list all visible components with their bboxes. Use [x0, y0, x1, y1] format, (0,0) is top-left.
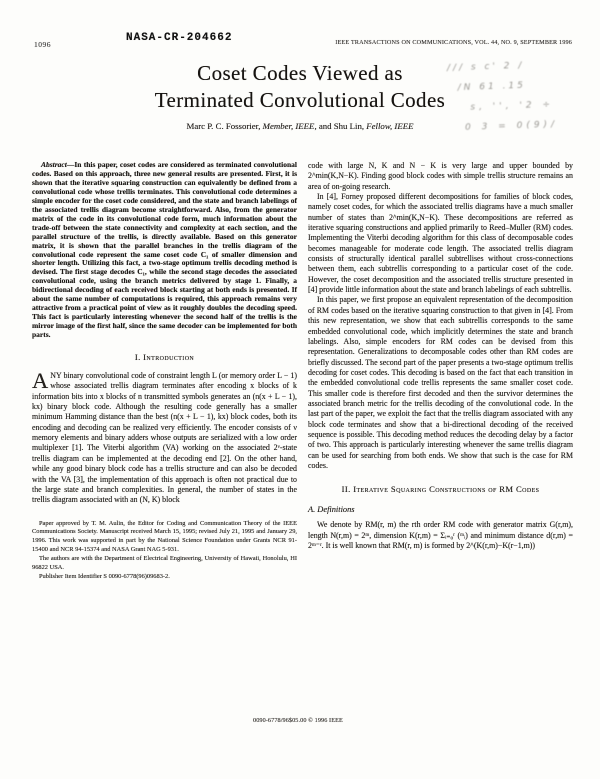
subsection-heading-definitions: A. Definitions [308, 505, 355, 515]
handwritten-annotation-line: s, '', '2 ÷ [470, 99, 555, 113]
copyright-line: 0090-6778/96$05.00 © 1996 IEEE [253, 717, 343, 724]
handwritten-annotation-line: /// s c' 2 / [446, 60, 525, 74]
paper-title-line1: Coset Codes Viewed as [197, 61, 403, 85]
author-membership-1: Member, IEEE [262, 121, 315, 131]
body-paragraph-contributions: In this paper, we first propose an equivalent representation of the decomposition of RM codes based on the iterative squaring construction to that given in [4]. From this new representation, we show that each subtrellis corresponds to the same embedded convolutional code, which implicitly determines the state and branch labelings. Also, simple encoders for RM codes can be devised from this representation. Generalizations to decomposable codes other than RM codes are briefly discussed. The second part of the paper presents a two-stage optimum trellis decoding for coset codes. This decoding is based on the fact that each transition in the embedded convolutional code trellis represents the same smaller coset code. This smaller code is therefore first decoded and then the survivor determines the associated branch metric for the trellis decoding of the convolutional code. In the last part of the paper, we exploit the fact that the trellis diagram associated with any block code terminates and show that a bi-directional decoding of the received sequence is possible. This decoding method reduces the decoding delay by a factor of two. This approach is particularly interesting whenever the same trellis diagram can be used for searching from both ends. We show that such is the case for RM codes. [308, 295, 573, 470]
introduction-text: NY binary convolutional code of constraint length L (or memory order L − 1) whose associated trellis diagram terminates after encoding x blocks of k information bits into x blocks of n transmitted symbols generates an (n(x + L − 1), kx) binary block code. Although the resulting code generally has a smaller minimum Hamming distance than the best (n(x + L − 1), kx) block codes, both its encoding and decoding can be realized very efficiently. The encoder consists of ν memory elements and binary adders whose outputs are serialized with a low order multiplexer [1]. The Viterbi algorithm (VA) working on the associated 2ᵛ-state trellis diagram can be implemented at the decoding end [2]. On the other hand, while any good binary block code has a trellis structure and can also be decoded with the VA [3], the implementation of this approach is often not practical due to the large state and branch complexities. In general, the number of states in the trellis diagram associated with an (N, K) block [32, 371, 297, 505]
first-page-footnote [32, 520, 297, 582]
left-column [32, 161, 297, 581]
author-membership-2: Fellow, IEEE [366, 121, 414, 131]
section-heading-squaring: II. Iterative Squaring Constructions of RM Codes [341, 484, 540, 495]
handwritten-annotation [447, 54, 590, 139]
page-number: 1096 [34, 40, 51, 49]
drop-cap: A [32, 368, 49, 394]
handwritten-annotation-line: /N 61 .15 [457, 80, 527, 94]
nasa-report-stamp: NASA-CR-204662 [126, 32, 233, 44]
paper-title-line2: Terminated Convolutional Codes [154, 88, 446, 112]
section-heading-introduction: I. Introduction [134, 352, 195, 363]
author-name-2: , and Shu Lin, [314, 121, 367, 131]
journal-header: IEEE TRANSACTIONS ON COMMUNICATIONS, VOL. 44, NO. 9, SEPTEMBER 1996 [335, 39, 572, 46]
footnote-approval: Paper approved by T. M. Aulin, the Editor for Coding and Communication Theory of the IEEE Communications Society. Manuscript received March 15, 1995; revised July 21, 1995 and January 29, 1996. This work was supported in part by the National Science Foundation under Grants NCR 91-15400 and NCR 94-15374 and NASA Grant NAG 5-931. [32, 519, 297, 554]
handwritten-annotation-line: 0 3 = 0(9)/ [464, 119, 559, 133]
definitions-paragraph: We denote by RM(r, m) the rth order RM code with generator matrix G(r,m), length N(r,m) = 2ᵐ, dimension K(r,m) = Σᵢ₌₀ʳ (ᵐᵢ) and minimum distance d(r,m) = 2ᵐ⁻ʳ. It is well known that RM(r, m) is formed by 2^(K(r,m)−K(r−1,m)) [308, 520, 573, 550]
two-column-body [32, 161, 573, 581]
author-name-1: Marc P. C. Fossorier, [186, 121, 263, 131]
body-paragraph-continuation: code with large N, K and N − K is very large and upper bounded by 2^min(K,N−K). Finding good block codes with simple trellis structure remains an area of on-going research. [308, 161, 573, 191]
abstract-text: In this paper, coset codes are considered as terminated convolutional codes. Based on this approach, three new general results are presented. First, it is shown that the iterative squaring construction can equivalently be defined from a convolutional code whose trellis terminates. This convolutional code determines a simple encoder for the coset code considered, and the state and branch labelings of the associated trellis diagram become straightforward. Also, from the generator matrix of the code in its convolutional code form, much information about the trade-off between the state connectivity and complexity at each section, and the parallel structure of the trellis, is directly available. Based on this generator matrix, it is shown that the parallel branches in the trellis diagram of the convolutional code represent the same coset code C₁ of smaller dimension and shorter length. Utilizing this fact, a two-stage optimum trellis decoding method is devised. The first stage decodes C₁, while the second stage decodes the associated convolutional code, using the branch metrics delivered by stage 1. Finally, a bidirectional decoding of each received block starting at both ends is presented. If about the same number of computations is required, this approach remains very attractive from a practical point of view as it roughly doubles the decoding speed. This fact is particularly interesting whenever the second half of the trellis is the mirror image of the first half, since the same decoder can be implemented for both parts. [32, 160, 297, 340]
right-column [308, 161, 573, 581]
abstract-label: Abstract— [41, 160, 75, 169]
introduction-paragraph [32, 368, 297, 505]
footnote-affiliation: The authors are with the Department of Electrical Engineering, University of Hawaii, Honolulu, HI 96822 USA. [32, 554, 297, 571]
body-paragraph-forney: In [4], Forney proposed different decompositions for families of block codes, namely coset codes, for which the associated trellis diagrams have a much smaller number of states than 2^min(K,N−K). These decompositions are referred as iterative squaring constructions and applied primarily to Reed–Muller (RM) codes. Implementing the Viterbi decoding algorithm for this class of decomposable codes becomes manageable for moderate code length. The associated trellis diagram consists of structurally identical parallel subtrellises without cross-connections between them, each subtrellis corresponding to a particular coset of the code. However, the coset decomposition and the associated trellis structure presented in [4] provide little information about the state and branch labelings of each subtrellis. [308, 192, 573, 295]
abstract-paragraph [32, 161, 297, 340]
footnote-publisher-id: Publisher Item Identifier S 0090-6778(96)09683-2. [39, 572, 170, 580]
